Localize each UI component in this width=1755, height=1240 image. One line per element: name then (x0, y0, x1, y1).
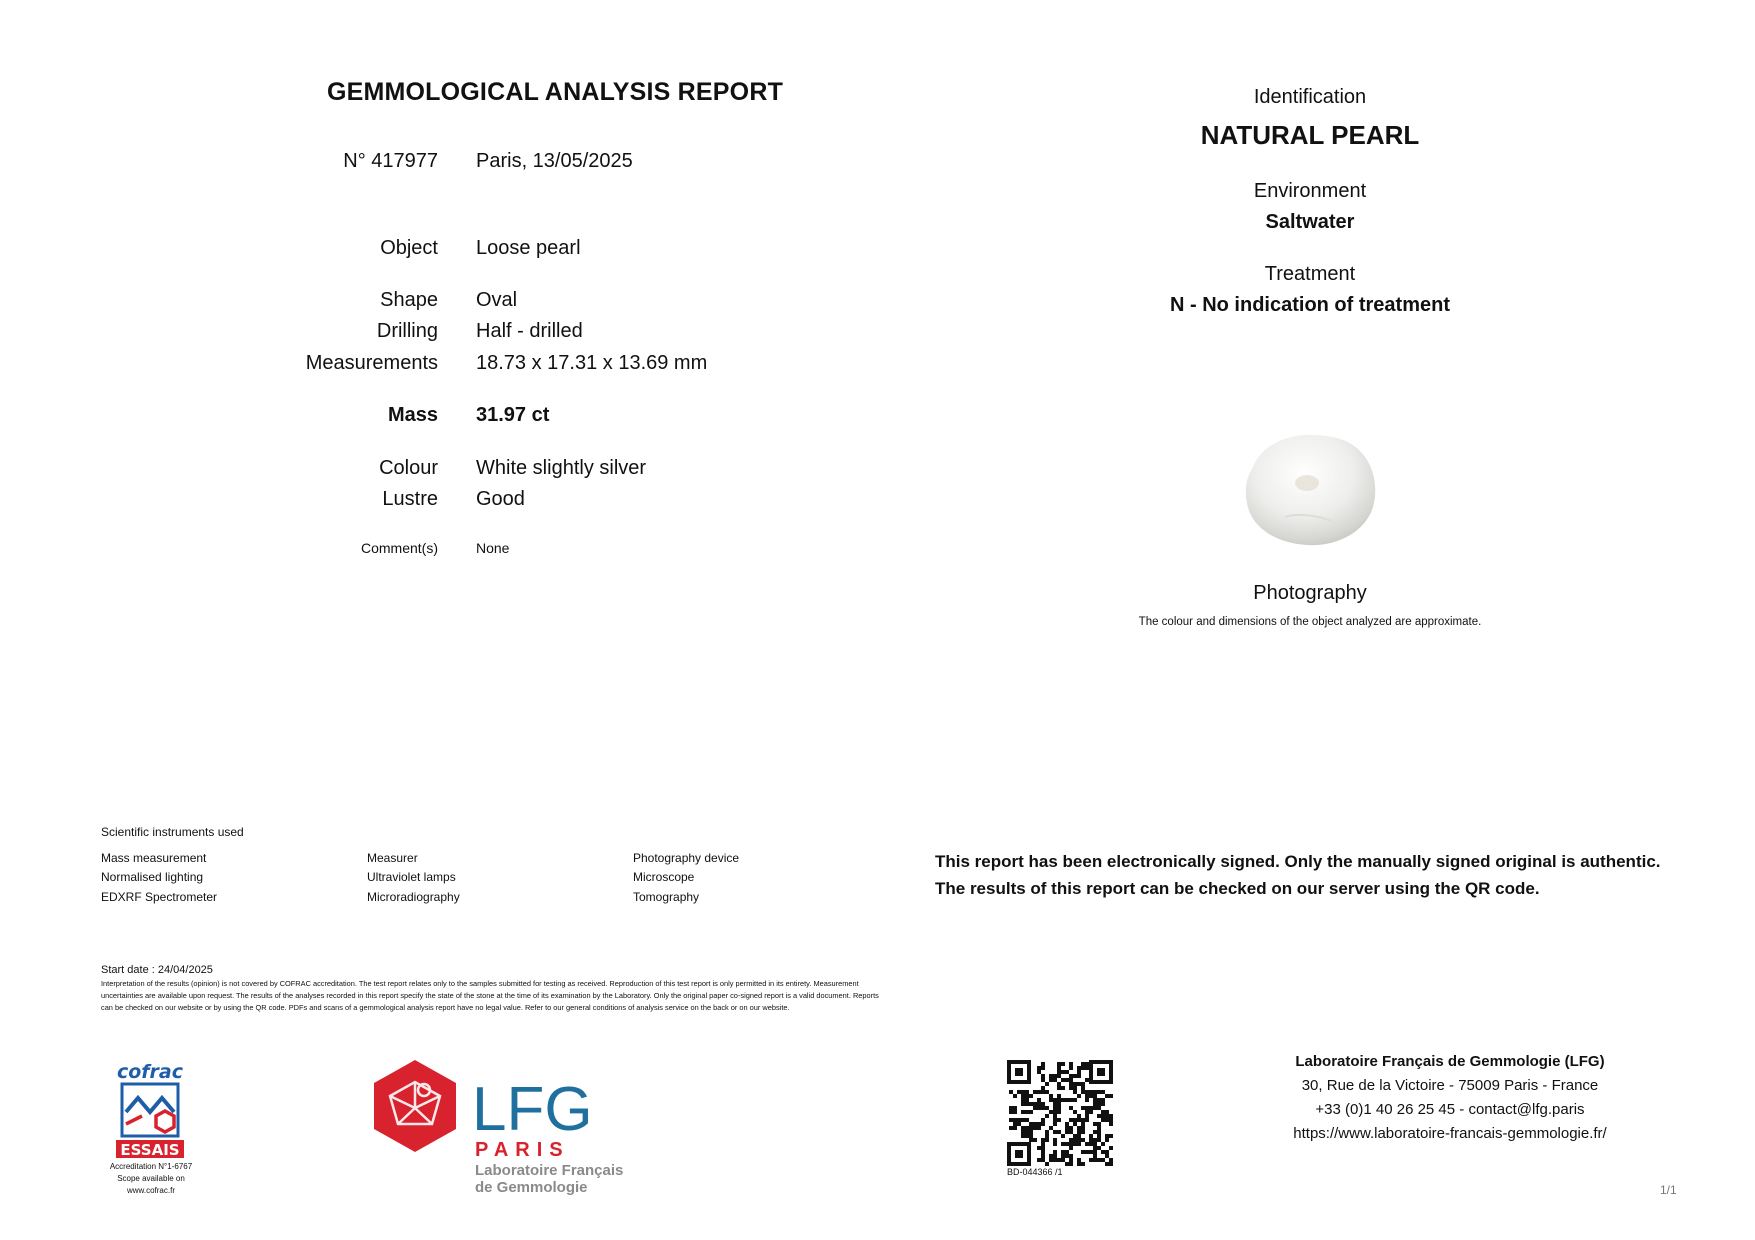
lfg-logo (372, 1058, 642, 1198)
environment-label: Environment (1253, 180, 1367, 202)
pearl-photo (1235, 425, 1385, 555)
report-title: GEMMOLOGICAL ANALYSIS REPORT (326, 78, 784, 106)
instrument-item: Ultraviolet lamps (367, 870, 456, 884)
photo-label: Photography (1253, 582, 1367, 604)
treatment-value: N - No indication of treatment (1170, 294, 1450, 316)
measurements-label: Measurements (305, 352, 438, 374)
lustre-value: Good (476, 488, 525, 510)
lab-name: Laboratoire Français de Gemmologie (LFG) (1295, 1053, 1605, 1070)
lustre-label: Lustre (382, 488, 438, 510)
shape-value: Oval (476, 289, 518, 311)
instrument-item: Microscope (633, 870, 695, 884)
cofrac-logo-text: cofrac (116, 1061, 184, 1083)
start-date: Start date : 24/04/2025 (101, 964, 213, 976)
instrument-item: Microradiography (367, 890, 460, 904)
instrument-item: Mass measurement (101, 851, 207, 865)
lab-website[interactable]: https://www.laboratoire-francais-gemmologie.fr/ (1293, 1125, 1607, 1142)
object-value: Loose pearl (476, 237, 581, 259)
identification-label: Identification (1253, 86, 1367, 108)
instrument-item: Photography device (633, 851, 740, 865)
lab-address: 30, Rue de la Victoire - 75009 Paris - France (1301, 1077, 1599, 1094)
cofrac-accreditation: Accreditation N°1-6767 (109, 1162, 193, 1171)
instrument-item: Normalised lighting (101, 870, 204, 884)
legal-disclaimer: Interpretation of the results (opinion) is not covered by COFRAC accreditation. The test report relates only to the samples submitted for testing as received. Reproduction of this test report is only permitted in its entirety. Measurement uncertainties are available upon request. The results of the analyses recorded in this report specify the state of the stone at the time of its examination by the Laboratory. Only the original paper co-signed report is a valid document. Reports can be checked on our website or by using the QR code. PDFs and scans of a gemmological analysis report have no legal value. Refer to our general conditions of analysis service on the back or on our website. (101, 979, 879, 1012)
shape-label: Shape (380, 289, 438, 311)
drilling-label: Drilling (376, 320, 438, 342)
comments-value: None (476, 540, 510, 556)
cofrac-essais-text: ESSAIS (120, 1141, 180, 1159)
lfg-sub2: de Gemmologie (475, 1179, 588, 1196)
cofrac-scope: Scope available on (117, 1174, 185, 1183)
mass-label: Mass (387, 404, 438, 426)
lfg-city: PARIS (475, 1139, 570, 1161)
treatment-label: Treatment (1264, 263, 1356, 285)
report-number: N° 417977 (343, 150, 438, 172)
instruments-heading: Scientific instruments used (101, 825, 244, 839)
photo-note: The colour and dimensions of the object analyzed are approximate. (1138, 616, 1482, 628)
lfg-name: LFG (472, 1075, 593, 1144)
mass-value: 31.97 ct (476, 404, 550, 426)
instrument-item: Tomography (633, 890, 700, 904)
signature-line-2: The results of this report can be checked on our server using the QR code. (935, 879, 1540, 898)
colour-label: Colour (379, 457, 438, 479)
instrument-item: Measurer (367, 851, 418, 865)
report-place-date: Paris, 13/05/2025 (476, 150, 633, 172)
lfg-sub1: Laboratoire Français (475, 1162, 624, 1179)
cofrac-logo (112, 1060, 188, 1160)
environment-value: Saltwater (1265, 211, 1355, 233)
comments-label: Comment(s) (360, 540, 438, 556)
identification-value: NATURAL PEARL (1200, 120, 1420, 150)
colour-value: White slightly silver (476, 457, 647, 479)
object-label: Object (380, 237, 438, 259)
measurements-value: 18.73 x 17.31 x 13.69 mm (476, 352, 708, 374)
signature-line-1: This report has been electronically signed. Only the manually signed original is authentic. (935, 852, 1661, 871)
qr-reference: BD-044366 /1 (1007, 1167, 1063, 1177)
drilling-value: Half - drilled (476, 320, 583, 342)
lab-contact: +33 (0)1 40 26 25 45 - contact@lfg.paris (1315, 1101, 1585, 1118)
instrument-item: EDXRF Spectrometer (101, 890, 218, 904)
page-number: 1/1 (1660, 1183, 1677, 1197)
qr-code[interactable] (1007, 1060, 1113, 1166)
cofrac-site: www.cofrac.fr (126, 1186, 175, 1195)
